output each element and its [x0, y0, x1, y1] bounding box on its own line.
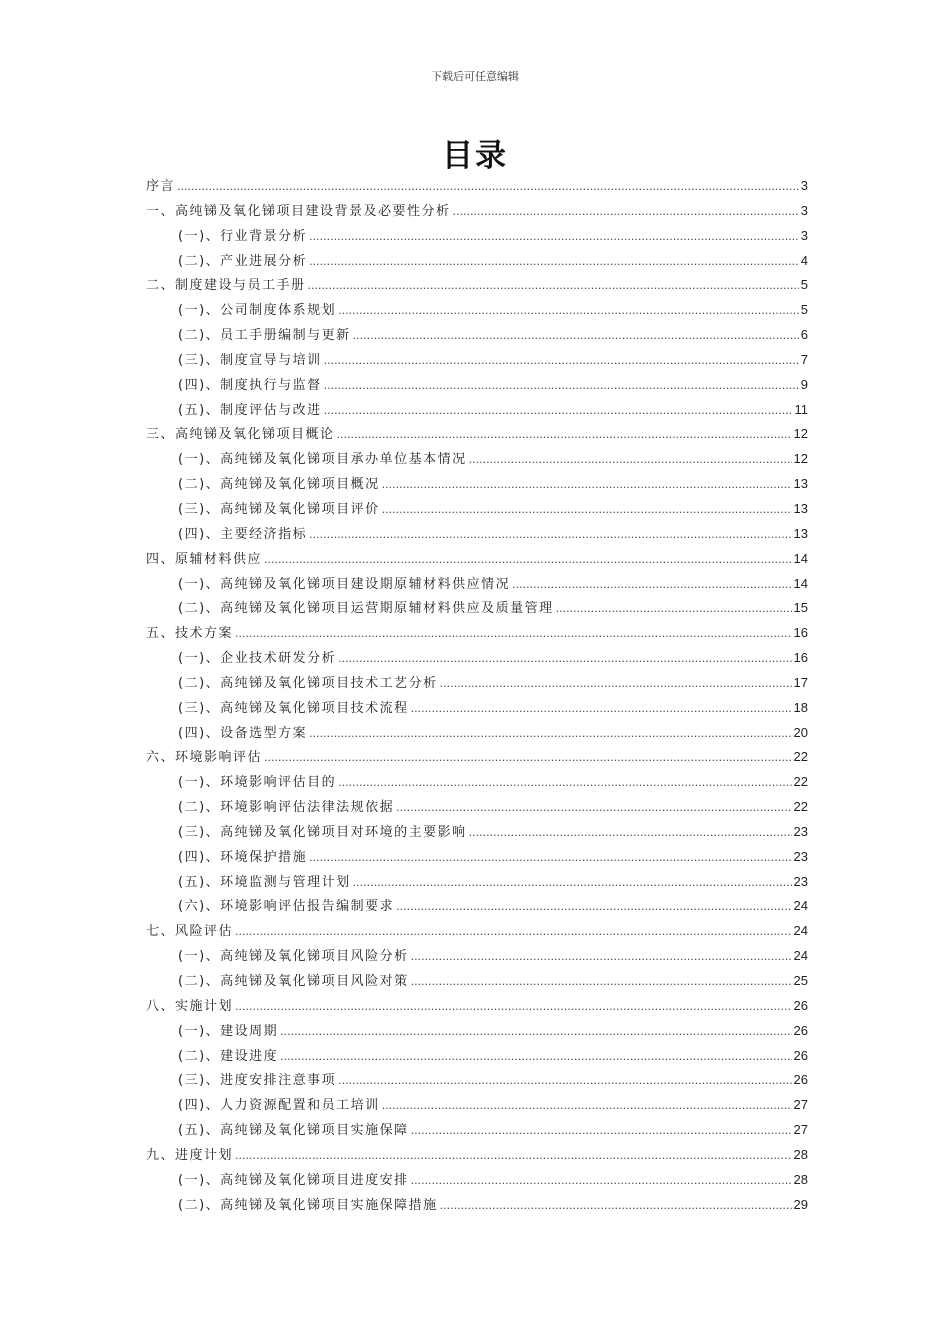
toc-subsection-entry[interactable]: [146, 1093, 808, 1118]
toc-entry-text: (一)、企业技术研发分析: [178, 651, 337, 667]
toc-entry-text: (四)、设备选型方案: [178, 725, 308, 741]
toc-subsection-entry[interactable]: [146, 1068, 808, 1093]
toc-subsection-entry[interactable]: [146, 969, 808, 994]
toc-dot-leader: [324, 399, 793, 424]
toc-page-number: 24: [793, 898, 808, 914]
toc-section-entry[interactable]: [146, 919, 808, 944]
toc-page-number: 27: [793, 1097, 808, 1113]
toc-subsection-entry[interactable]: [146, 894, 808, 919]
toc-subsection-entry[interactable]: [146, 497, 808, 522]
toc-page-number: 23: [793, 848, 808, 864]
toc-title: 目录: [442, 138, 508, 174]
toc-subsection-entry[interactable]: [146, 572, 808, 597]
toc-entry-text: 四、原辅材料供应: [146, 551, 263, 567]
toc-dot-leader: [338, 1069, 791, 1094]
toc-entry-text: (一)、公司制度体系规划: [178, 303, 337, 319]
toc-page-number: 11: [794, 401, 808, 417]
toc-dot-leader: [353, 871, 792, 896]
toc-page-number: 3: [800, 227, 808, 243]
toc-page-number: 7: [800, 351, 808, 367]
toc-section-entry[interactable]: [146, 1143, 808, 1168]
toc-entry-text: (一)、建设周期: [178, 1023, 279, 1039]
toc-section-entry[interactable]: [146, 621, 808, 646]
toc-subsection-entry[interactable]: [146, 1193, 808, 1218]
toc-dot-leader: [353, 324, 799, 349]
toc-dot-leader: [280, 1045, 791, 1070]
toc-subsection-entry[interactable]: [146, 795, 808, 820]
toc-dot-leader: [280, 1020, 791, 1045]
toc-page-number: 5: [800, 302, 808, 318]
toc-page-number: 5: [800, 277, 808, 293]
toc-dot-leader: [177, 175, 799, 200]
toc-page-number: 26: [793, 1072, 808, 1088]
toc-dot-leader: [440, 672, 792, 697]
toc-dot-leader: [396, 796, 791, 821]
toc-entry-text: 九、进度计划: [146, 1147, 234, 1163]
toc-entry-text: (二)、高纯锑及氧化锑项目概况: [178, 477, 380, 493]
toc-entry-text: 五、技术方案: [146, 626, 234, 642]
toc-dot-leader: [309, 722, 791, 747]
toc-entry-text: (一)、高纯锑及氧化锑项目承办单位基本情况: [178, 452, 467, 468]
toc-page-number: 12: [793, 451, 808, 467]
toc-entry-text: 八、实施计划: [146, 998, 234, 1014]
toc-subsection-entry[interactable]: [146, 249, 808, 274]
toc-dot-leader: [382, 1094, 792, 1119]
toc-page-number: 22: [793, 749, 808, 765]
toc-page-number: 14: [793, 550, 808, 566]
toc-entry-text: (三)、制度宣导与培训: [178, 352, 322, 368]
toc-page-number: 26: [793, 1022, 808, 1038]
toc-dot-leader: [453, 200, 799, 225]
toc-subsection-entry[interactable]: [146, 398, 808, 423]
toc-entry-text: (二)、高纯锑及氧化锑项目技术工艺分析: [178, 675, 438, 691]
toc-subsection-entry[interactable]: [146, 373, 808, 398]
toc-subsection-entry[interactable]: [146, 298, 808, 323]
toc-page-number: 23: [793, 873, 808, 889]
toc-dot-leader: [411, 1119, 792, 1144]
toc-page-number: 16: [793, 650, 808, 666]
toc-entry-text: (四)、主要经济指标: [178, 526, 308, 542]
toc-page-number: 25: [793, 973, 808, 988]
toc-entry-text: (一)、高纯锑及氧化锑项目建设期原辅材料供应情况: [178, 576, 511, 592]
toc-entry-text: (二)、高纯锑及氧化锑项目实施保障措施: [178, 1197, 438, 1213]
toc-section-entry[interactable]: [146, 422, 808, 447]
toc-subsection-entry[interactable]: [146, 447, 808, 472]
toc-entry-text: (四)、制度执行与监督: [178, 377, 322, 393]
toc-dot-leader: [440, 1194, 792, 1219]
toc-dot-leader: [382, 473, 792, 498]
toc-dot-leader: [309, 250, 799, 275]
toc-dot-leader: [235, 622, 792, 647]
toc-dot-leader: [411, 945, 792, 970]
toc-dot-leader: [512, 573, 791, 598]
toc-entry-text: (五)、环境监测与管理计划: [178, 874, 351, 890]
toc-page-number: 28: [793, 1146, 808, 1162]
toc-dot-leader: [308, 274, 799, 299]
toc-dot-leader: [382, 498, 792, 523]
toc-page-number: 24: [793, 923, 808, 939]
toc-subsection-entry[interactable]: [146, 472, 808, 497]
toc-subsection-entry[interactable]: [146, 845, 808, 870]
toc-page-number: 24: [793, 948, 808, 964]
toc-entry-text: (二)、环境影响评估法律法规依据: [178, 800, 395, 816]
toc-entry-text: 七、风险评估: [146, 924, 234, 940]
toc-dot-leader: [411, 697, 792, 722]
toc-entry-text: (六)、环境影响评估报告编制要求: [178, 899, 395, 915]
toc-subsection-entry[interactable]: [146, 224, 808, 249]
toc-section-entry[interactable]: [146, 174, 808, 199]
toc-dot-leader: [469, 821, 792, 846]
toc-entry-text: (一)、高纯锑及氧化锑项目进度安排: [178, 1172, 409, 1188]
toc-page-number: 29: [793, 1196, 808, 1212]
toc-entry-text: (三)、高纯锑及氧化锑项目技术流程: [178, 700, 409, 716]
toc-entry-text: (二)、高纯锑及氧化锑项目风险对策: [178, 974, 409, 989]
toc-page-number: 13: [793, 476, 808, 492]
toc-page-number: 22: [793, 774, 808, 790]
toc-dot-leader: [337, 423, 792, 448]
toc-dot-leader: [469, 448, 792, 473]
toc-entry-text: (五)、高纯锑及氧化锑项目实施保障: [178, 1123, 409, 1139]
toc-entry-text: (五)、制度评估与改进: [178, 402, 322, 418]
toc-page-number: 12: [793, 426, 808, 442]
toc-page-number: 22: [793, 799, 808, 815]
toc-entry-text: (二)、高纯锑及氧化锑项目运营期原辅材料供应及质量管理: [178, 601, 554, 617]
toc-section-entry[interactable]: [146, 745, 808, 770]
toc-subsection-entry[interactable]: [146, 522, 808, 547]
toc-dot-leader: [235, 1144, 792, 1169]
toc-entry-text: (三)、进度安排注意事项: [178, 1073, 337, 1089]
toc-page-number: 26: [793, 997, 808, 1013]
toc-subsection-entry[interactable]: [146, 870, 808, 895]
toc-subsection-entry[interactable]: [146, 1118, 808, 1143]
toc-section-entry[interactable]: [146, 547, 808, 572]
toc-page-number: 23: [793, 823, 808, 839]
toc-dot-leader: [309, 523, 791, 548]
toc-entry-text: 一、高纯锑及氧化锑项目建设背景及必要性分析: [146, 203, 451, 219]
toc-subsection-entry[interactable]: [146, 348, 808, 373]
toc-dot-leader: [396, 895, 791, 920]
toc-subsection-entry[interactable]: [146, 1044, 808, 1069]
toc-dot-leader: [324, 374, 799, 399]
toc-entry-text: (四)、人力资源配置和员工培训: [178, 1098, 380, 1114]
toc-entry-text: (一)、环境影响评估目的: [178, 775, 337, 791]
toc-entry-text: 二、制度建设与员工手册: [146, 278, 306, 294]
toc-page-number: 20: [793, 724, 808, 740]
toc-subsection-entry[interactable]: [146, 721, 808, 746]
toc-subsection-entry[interactable]: [146, 671, 808, 696]
toc-page-number: 17: [793, 674, 808, 690]
toc-subsection-entry[interactable]: [146, 1019, 808, 1044]
toc-entry-text: 六、环境影响评估: [146, 750, 263, 766]
toc-page-number: 13: [793, 500, 808, 516]
toc-entry-text: (一)、高纯锑及氧化锑项目风险分析: [178, 949, 409, 965]
toc-dot-leader: [556, 597, 792, 622]
toc-page-number: 15: [793, 600, 808, 616]
toc-subsection-entry[interactable]: [146, 323, 808, 348]
toc-page-number: 27: [793, 1122, 808, 1138]
toc-entry-text: (二)、员工手册编制与更新: [178, 328, 351, 344]
toc-dot-leader: [338, 647, 791, 672]
toc-subsection-entry[interactable]: [146, 646, 808, 671]
header-note: 下载后可任意编辑: [431, 70, 519, 83]
toc-dot-leader: [411, 970, 792, 995]
toc-page-number: 9: [800, 376, 808, 392]
toc-page-number: 28: [793, 1171, 808, 1187]
toc-section-entry[interactable]: [146, 994, 808, 1019]
toc-subsection-entry[interactable]: [146, 770, 808, 795]
toc-subsection-entry[interactable]: [146, 820, 808, 845]
table-of-contents: [146, 174, 808, 1217]
toc-dot-leader: [324, 349, 799, 374]
toc-entry-text: (三)、高纯锑及氧化锑项目对环境的主要影响: [178, 824, 467, 840]
toc-entry-text: (四)、环境保护措施: [178, 849, 308, 865]
toc-page-number: 26: [793, 1047, 808, 1063]
toc-dot-leader: [411, 1169, 792, 1194]
toc-dot-leader: [264, 746, 792, 771]
toc-page-number: 14: [793, 575, 808, 591]
toc-page-number: 6: [800, 327, 808, 343]
toc-page-number: 18: [793, 699, 808, 715]
toc-dot-leader: [235, 920, 792, 945]
toc-section-entry[interactable]: [146, 273, 808, 298]
toc-entry-text: (一)、行业背景分析: [178, 228, 308, 244]
toc-section-entry[interactable]: [146, 199, 808, 224]
toc-dot-leader: [309, 846, 791, 871]
toc-dot-leader: [309, 225, 799, 250]
toc-subsection-entry[interactable]: [146, 596, 808, 621]
toc-dot-leader: [264, 548, 792, 573]
toc-page-number: 4: [800, 252, 808, 268]
toc-dot-leader: [235, 995, 792, 1020]
toc-dot-leader: [338, 299, 799, 324]
toc-page-number: 3: [800, 178, 808, 193]
toc-dot-leader: [338, 771, 791, 796]
toc-entry-text: 序言: [146, 179, 176, 194]
toc-subsection-entry[interactable]: [146, 696, 808, 721]
toc-page-number: 3: [800, 202, 808, 218]
toc-entry-text: (三)、高纯锑及氧化锑项目评价: [178, 501, 380, 517]
toc-page-number: 16: [793, 625, 808, 641]
toc-subsection-entry[interactable]: [146, 944, 808, 969]
toc-page-number: 13: [793, 525, 808, 541]
toc-entry-text: (二)、产业进展分析: [178, 253, 308, 269]
toc-entry-text: 三、高纯锑及氧化锑项目概论: [146, 427, 335, 443]
toc-subsection-entry[interactable]: [146, 1168, 808, 1193]
toc-entry-text: (二)、建设进度: [178, 1048, 279, 1064]
